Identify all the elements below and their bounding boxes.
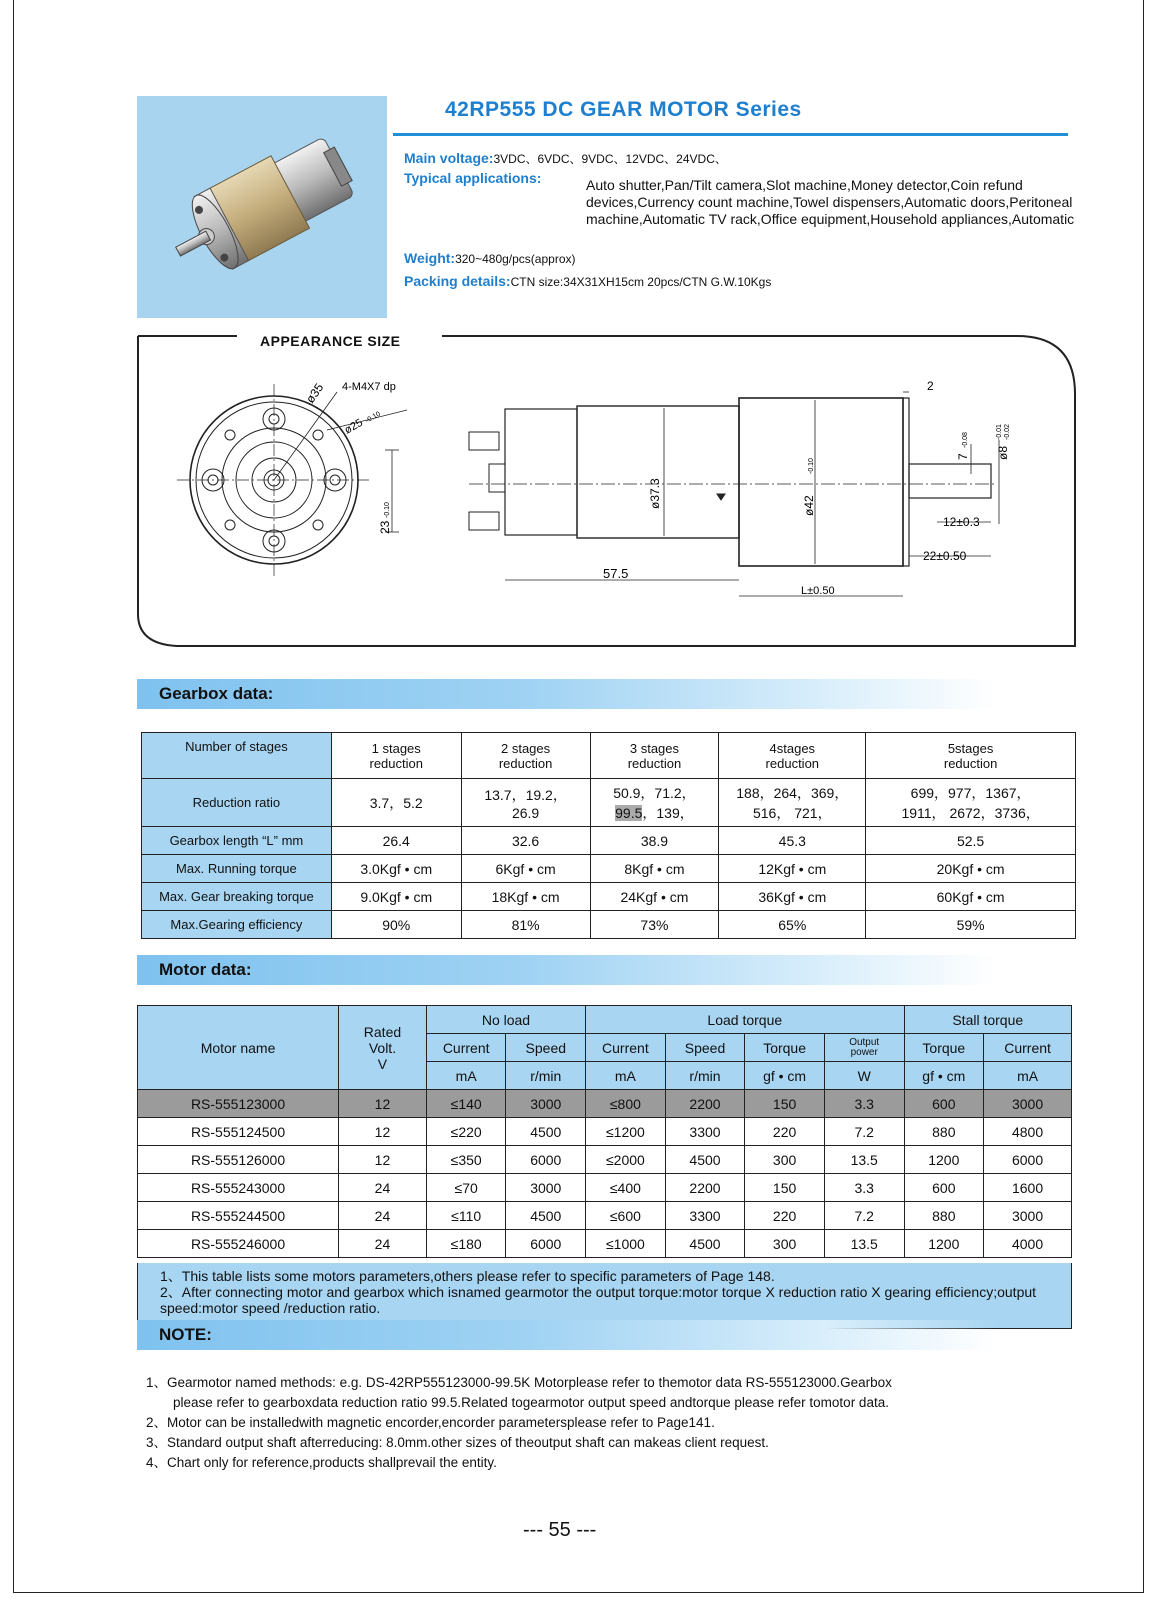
row-label: Max.Gearing efficiency [142,911,332,939]
notes-section-header [137,1320,997,1350]
efficiency-cell: 65% [719,911,866,939]
dim-d37: ø37.3 [648,478,662,509]
efficiency-cell: 73% [590,911,719,939]
running-torque-cell: 12Kgf • cm [719,855,866,883]
notes-section-title: NOTE: [159,1325,212,1344]
motor-value-cell: 3.3 [824,1174,904,1202]
header-load-torque: Load torque [586,1006,904,1034]
dim-shaft-8-tol2: -0.02 [1004,424,1011,440]
weight-label: Weight: [404,250,456,266]
ratio-cell: 50.9，71.2， 99.5，139， [590,779,719,827]
unit-w: W [824,1062,904,1090]
table-header-row [138,1006,1072,1034]
motor-value-cell: 2200 [665,1174,745,1202]
product-photo [137,96,387,318]
gear-motor-illustration [137,96,387,318]
stage-cell: 2 stages reduction [461,733,590,779]
motor-value-cell: 24 [339,1230,427,1258]
side-view [469,392,999,596]
weight-value: 320~480g/pcs(approx) [455,252,576,266]
breaking-torque-cell: 18Kgf • cm [461,883,590,911]
unit-ma: mA [426,1062,506,1090]
dim-shaft-8-tol1: -0.01 [996,424,1003,440]
header-output-power: Output power [824,1034,904,1062]
note-item: 1、Gearmotor named methods: e.g. DS-42RP555123000-99.5K Motorplease refer to themotor data RS-555123000.Gearbox [146,1375,892,1390]
table-row [138,1090,1072,1118]
packing-line [404,273,771,289]
motor-value-cell: ≤70 [426,1174,506,1202]
motor-value-cell: 300 [745,1230,825,1258]
running-torque-cell: 8Kgf • cm [590,855,719,883]
dim-shaft-8: ø8 [996,445,1010,460]
motor-value-cell: 600 [904,1174,984,1202]
breaking-torque-cell: 36Kgf • cm [719,883,866,911]
running-torque-cell: 3.0Kgf • cm [331,855,461,883]
length-cell: 45.3 [719,827,866,855]
motor-value-cell: 3000 [506,1174,586,1202]
motor-value-cell: 3000 [984,1202,1072,1230]
dim-flat-7-tol: -0.08 [962,432,969,448]
motor-value-cell: 1200 [904,1230,984,1258]
dim-flat-7: 7 [956,453,970,460]
length-cell: 26.4 [331,827,461,855]
header-rated-volt: Rated Volt. V [339,1006,427,1090]
motor-value-cell: ≤1000 [586,1230,666,1258]
length-cell: 52.5 [866,827,1076,855]
dim-22: 22±0.50 [923,549,967,563]
table-row [138,1230,1072,1258]
dim-d25: ø25 [342,416,365,437]
motor-value-cell: ≤110 [426,1202,506,1230]
motor-value-cell: 880 [904,1118,984,1146]
motor-value-cell: ≤350 [426,1146,506,1174]
dim-d42: ø42 [802,495,816,516]
motor-value-cell: 7.2 [824,1202,904,1230]
applications-line [404,170,541,186]
dim-d42-tol: -0.10 [808,458,815,474]
motor-value-cell: 6000 [506,1230,586,1258]
motor-value-cell: 3000 [984,1090,1072,1118]
gearbox-section-title: Gearbox data: [159,684,274,703]
dim-L: L±0.50 [801,585,835,597]
motor-table [137,1005,1072,1258]
unit-rmin: r/min [506,1062,586,1090]
note-item: please refer to gearboxdata reduction ratio 99.5.Related togearmotor output speed andtorque please refer tomotor data. [173,1395,889,1410]
page-number: --- 55 --- [523,1519,597,1541]
motor-name-cell: RS-555243000 [138,1174,339,1202]
motor-value-cell: 24 [339,1174,427,1202]
motor-name-cell: RS-555246000 [138,1230,339,1258]
drawing-title: APPEARANCE SIZE [250,333,411,349]
table-row [142,883,1076,911]
motor-section-title: Motor data: [159,960,252,979]
dim-top-2: 2 [927,379,934,393]
ratio-cell: 3.7，5.2 [331,779,461,827]
main-voltage-label: Main voltage: [404,150,494,166]
motor-value-cell: ≤2000 [586,1146,666,1174]
packing-label: Packing details: [404,273,511,289]
dim-h23: 23 [378,520,392,534]
stage-cell: 5stages reduction [866,733,1076,779]
motor-value-cell: 1600 [984,1174,1072,1202]
motor-value-cell: ≤220 [426,1118,506,1146]
header-torque: Torque [904,1034,984,1062]
page-title: 42RP555 DC GEAR MOTOR Series [445,98,802,121]
motor-value-cell: 4800 [984,1118,1072,1146]
motor-value-cell: 600 [904,1090,984,1118]
motor-value-cell: 4500 [665,1230,745,1258]
drawing-frame-border [138,336,1075,646]
motor-value-cell: 3.3 [824,1090,904,1118]
motor-value-cell: 300 [745,1146,825,1174]
appearance-drawing [137,334,1076,658]
motor-value-cell: 6000 [506,1146,586,1174]
length-cell: 38.9 [590,827,719,855]
motor-value-cell: 12 [339,1118,427,1146]
motor-name-cell: RS-555244500 [138,1202,339,1230]
efficiency-cell: 59% [866,911,1076,939]
motor-value-cell: ≤180 [426,1230,506,1258]
motor-value-cell: 12 [339,1090,427,1118]
dim-holes: 4-M4X7 dp [342,381,396,393]
title-rule [393,133,1068,136]
dim-12: 12±0.3 [943,515,980,529]
note-item: 2、Motor can be installedwith magnetic encorder,encorder parametersplease refer to Page141. [146,1415,715,1430]
motor-value-cell: 3000 [506,1090,586,1118]
row-label: Max. Running torque [142,855,332,883]
motor-value-cell: ≤600 [586,1202,666,1230]
table-row [142,855,1076,883]
gearbox-table [141,732,1076,939]
page-border-bottom [13,1592,1144,1593]
motor-section-header [137,955,997,985]
packing-value: CTN size:34X31XH15cm 20pcs/CTN G.W.10Kgs [510,275,772,289]
header-speed: Speed [665,1034,745,1062]
applications-value: Auto shutter,Pan/Tilt camera,Slot machine,Money detector,Coin refund devices,Currency count machine,Towel dispensers,Automatic doors,Peritoneal machine,Automatic TV rack,Office equipment,Household appliances,Automatic [586,177,1075,227]
motor-value-cell: ≤800 [586,1090,666,1118]
header-no-load: No load [426,1006,585,1034]
table-row [138,1118,1072,1146]
dim-57-5: 57.5 [603,566,629,581]
dim-d25-tol: -0.10 [364,410,382,425]
weight-line [404,250,576,266]
motor-value-cell: 2200 [665,1090,745,1118]
main-voltage-value: 3VDC、6VDC、9VDC、12VDC、24VDC、 [493,152,727,166]
header-speed: Speed [506,1034,586,1062]
motor-value-cell: 3300 [665,1118,745,1146]
unit-rmin: r/min [665,1062,745,1090]
applications-label: Typical applications: [404,170,542,186]
motor-value-cell: 4000 [984,1230,1072,1258]
motor-value-cell: 1200 [904,1146,984,1174]
note-item: 3、Standard output shaft afterreducing: 8.0mm.other sizes of theoutput shaft can makeas client request. [146,1435,769,1450]
ratio-cell: 188，264，369， 516， 721， [719,779,866,827]
efficiency-cell: 81% [461,911,590,939]
motor-value-cell: 13.5 [824,1230,904,1258]
stage-cell: 4stages reduction [719,733,866,779]
header-stall-torque: Stall torque [904,1006,1071,1034]
stage-cell: 1 stages reduction [331,733,461,779]
unit-ma: mA [586,1062,666,1090]
page-border-left [13,0,14,1592]
motor-name-cell: RS-555124500 [138,1118,339,1146]
motor-value-cell: 24 [339,1202,427,1230]
row-label: Number of stages [142,733,332,779]
motor-value-cell: 12 [339,1146,427,1174]
row-label: Gearbox length “L” mm [142,827,332,855]
row-label: Reduction ratio [142,779,332,827]
running-torque-cell: 6Kgf • cm [461,855,590,883]
ratio-cell: 699，977，1367， 1911， 2672，3736， [866,779,1076,827]
table-row [142,733,1076,779]
ratio-cell: 13.7，19.2， 26.9 [461,779,590,827]
table-row [142,827,1076,855]
page-border-right [1143,0,1144,1592]
notes-list [146,1373,1086,1473]
running-torque-cell: 20Kgf • cm [866,855,1076,883]
motor-name-cell: RS-555123000 [138,1090,339,1118]
table-row [142,911,1076,939]
motor-name-cell: RS-555126000 [138,1146,339,1174]
motor-value-cell: 4500 [506,1202,586,1230]
header-motor-name: Motor name [138,1006,339,1090]
unit-ma: mA [984,1062,1072,1090]
header-current: Current [426,1034,506,1062]
highlighted-ratio: 99.5 [615,804,643,821]
motor-value-cell: ≤1200 [586,1118,666,1146]
breaking-torque-cell: 24Kgf • cm [590,883,719,911]
motor-value-cell: 3300 [665,1202,745,1230]
dim-d35: ø35 [302,380,327,406]
motor-value-cell: 880 [904,1202,984,1230]
header-torque: Torque [745,1034,825,1062]
motor-value-cell: 4500 [506,1118,586,1146]
table-row [138,1146,1072,1174]
header-current: Current [984,1034,1072,1062]
motor-value-cell: ≤140 [426,1090,506,1118]
length-cell: 32.6 [461,827,590,855]
breaking-torque-cell: 9.0Kgf • cm [331,883,461,911]
table-row [138,1202,1072,1230]
unit-gfcm: gf • cm [904,1062,984,1090]
dim-h23-tol: -0.10 [384,502,391,518]
motor-value-cell: 220 [745,1118,825,1146]
motor-value-cell: 6000 [984,1146,1072,1174]
row-label: Max. Gear breaking torque [142,883,332,911]
table-row [142,779,1076,827]
header-current: Current [586,1034,666,1062]
stage-cell: 3 stages reduction [590,733,719,779]
motor-value-cell: 220 [745,1202,825,1230]
main-voltage-line [404,150,727,167]
unit-gfcm: gf • cm [745,1062,825,1090]
motor-value-cell: 150 [745,1174,825,1202]
motor-value-cell: ≤400 [586,1174,666,1202]
motor-value-cell: 13.5 [824,1146,904,1174]
motor-note: 1、This table lists some motors parameters,others please refer to specific parameters of Page 148. [160,1268,775,1284]
motor-value-cell: 150 [745,1090,825,1118]
table-row [138,1174,1072,1202]
gearbox-section-header [137,679,997,709]
note-item: 4、Chart only for reference,products shallprevail the entity. [146,1455,497,1470]
breaking-torque-cell: 60Kgf • cm [866,883,1076,911]
motor-note: 2、After connecting motor and gearbox which isnamed gearmotor the output torque:motor torque X reduction ratio X gearing efficiency;output speed:motor speed /reduction ratio. [160,1284,1037,1316]
efficiency-cell: 90% [331,911,461,939]
motor-value-cell: 7.2 [824,1118,904,1146]
motor-value-cell: 4500 [665,1146,745,1174]
